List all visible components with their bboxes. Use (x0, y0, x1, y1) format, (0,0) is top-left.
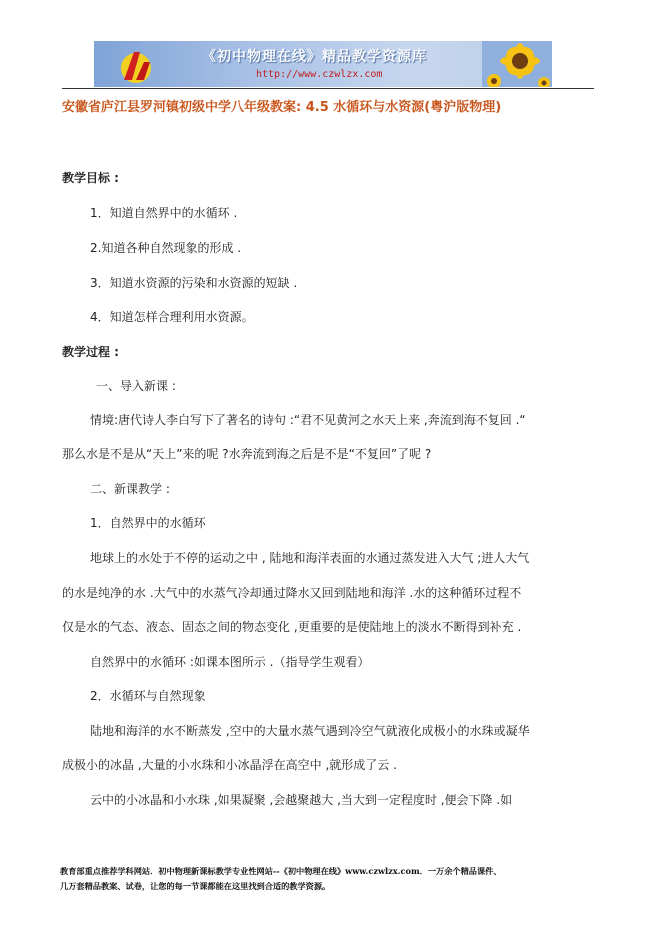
intro-paragraph-line: 情境:唐代诗人李白写下了著名的诗句 :“君不见黄河之水天上来 ,奔流到海不复回 .“ (90, 413, 526, 427)
section1-paragraph-line: 地球上的水处于不停的运动之中 , 陆地和海洋表面的水通过蒸发进入大气 ;进人大气 (90, 551, 530, 565)
objective-item: 1．知道自然界中的水循环 . (90, 206, 238, 220)
footer-line: 几万套精品教案、试卷，让您的每一节课都能在这里找到合适的教学资源。 (60, 881, 331, 891)
sunflower-icon (482, 41, 552, 87)
site-logo-icon (114, 46, 164, 84)
header-rule (62, 88, 594, 89)
new-lesson-heading: 二、新课教学 : (90, 482, 170, 496)
section2-paragraph-line: 陆地和海洋的水不断蒸发 ,空中的大量水蒸气遇到冷空气就液化成极小的水珠或凝华 (90, 724, 530, 738)
section1-heading: 1．自然界中的水循环 (90, 516, 206, 530)
section1-paragraph-line: 的水是纯净的水 .大气中的水蒸气冷却通过降水又回到陆地和海洋 .水的这种循环过程不 (62, 586, 522, 600)
banner-title: 《初中物理在线》精品教学资源库 (202, 49, 427, 65)
footer-note (60, 864, 600, 894)
process-heading: 教学过程 : (62, 345, 119, 359)
section2-heading: 2．水循环与自然现象 (90, 689, 206, 703)
banner-url[interactable]: http://www.czwlzx.com (256, 69, 383, 80)
section1-paragraph-line: 自然界中的水循环 :如课本图所示 .（指导学生观看） (90, 655, 370, 669)
section2-paragraph-line: 成极小的冰晶 ,大量的小水珠和小冰晶浮在高空中 ,就形成了云 . (62, 758, 397, 772)
header-banner (94, 41, 552, 87)
objective-item: 2.知道各种自然现象的形成 . (90, 241, 242, 255)
footer-line: 教育部重点推荐学科网站．初中物理新课标教学专业性网站--《初中物理在线》www.czwlzx.com．一万余个精品课件、 (60, 866, 502, 876)
intro-paragraph-line: 那么水是不是从“天上”来的呢 ?水奔流到海之后是不是“不复回”了呢 ? (62, 447, 432, 461)
objectives-heading: 教学目标 : (62, 171, 119, 185)
section1-paragraph-line: 仅是水的气态、液态、固态之间的物态变化 ,更重要的是使陆地上的淡水不断得到补充 . (62, 620, 522, 634)
document-title: 安徽省庐江县罗河镇初级中学八年级教案: 4.5 水循环与水资源(粤沪版物理) (62, 100, 502, 115)
objective-item: 3．知道水资源的污染和水资源的短缺 . (90, 276, 298, 290)
section2-paragraph-line: 云中的小冰晶和小水珠 ,如果凝聚 ,会越聚越大 ,当大到一定程度时 ,便会下降 .如 (90, 793, 513, 807)
intro-heading: 一、导入新课 : (96, 379, 176, 393)
objective-item: 4．知道怎样合理利用水资源。 (90, 310, 254, 324)
